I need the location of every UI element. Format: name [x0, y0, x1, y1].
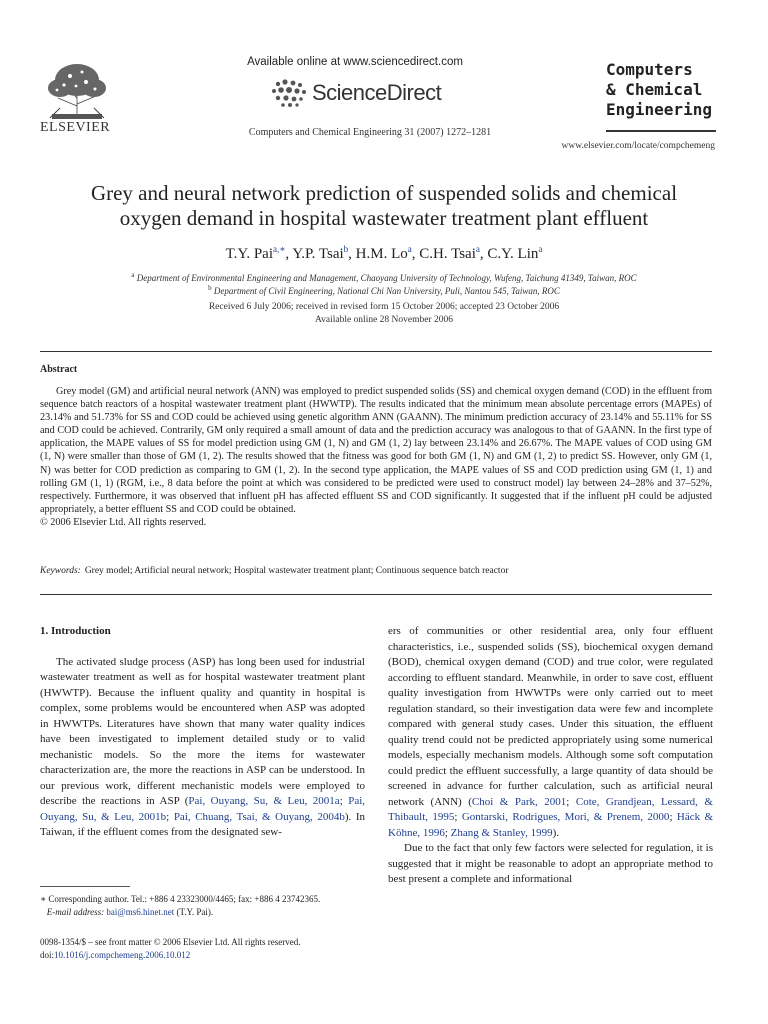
divider-bottom: [40, 594, 712, 595]
affiliation-mark: b: [208, 284, 212, 292]
email-suffix: (T.Y. Pai).: [174, 906, 214, 917]
section-heading: 1. Introduction: [40, 625, 111, 637]
journal-citation: Computers and Chemical Engineering 31 (2007) 1272–1281: [248, 127, 492, 138]
author-name: C.H. Tsai: [419, 246, 476, 262]
citation-link[interactable]: Pai, Chuang, Tsai, & Ouyang, 2004b: [173, 810, 345, 823]
article-title: [40, 181, 728, 231]
available-online-date: Available online 28 November 2006: [314, 315, 454, 325]
paragraph-text: ).: [552, 826, 560, 839]
journal-name-line: Computers: [606, 60, 693, 79]
email-label: E-mail address:: [46, 906, 105, 917]
keywords-line: [40, 566, 712, 576]
citation-link[interactable]: Choi & Park, 2001: [471, 795, 567, 808]
abstract-body: [40, 385, 712, 529]
left-column: [40, 624, 365, 841]
footnote-divider: [40, 886, 130, 887]
divider-top: [40, 351, 712, 352]
author-name: C.Y. Lin: [487, 246, 539, 262]
doi-line: [40, 949, 370, 962]
email-link[interactable]: bai@ms6.hinet.net: [106, 906, 175, 917]
doi-link[interactable]: 10.1016/j.compchemeng.2006.10.012: [54, 950, 191, 960]
footnote: [40, 893, 370, 918]
intro-paragraph-1: [40, 655, 365, 841]
available-online-text: Available online at www.sciencedirect.com: [247, 56, 463, 68]
journal-logo: [606, 60, 716, 132]
publisher-name: ELSEVIER: [40, 120, 111, 135]
citation-link[interactable]: Cote, Grandjean, Lessard, & Thibault, 1995: [388, 795, 713, 823]
elsevier-tree-logo-icon: [40, 58, 114, 128]
author-affiliation-mark[interactable]: a: [407, 244, 412, 254]
keywords-text: Grey model; Artificial neural network; Hospital wastewater treatment plant; Continuous sequence batch reactor: [84, 566, 509, 576]
affiliation-text: Department of Environmental Engineering and Management, Chaoyang University of Technology, Wufeng, Taichung 41349, Taiwan, ROC: [136, 273, 637, 283]
sciencedirect-wordmark[interactable]: ScienceDirect: [312, 80, 442, 105]
journal-name-line: Engineering: [606, 100, 712, 119]
citation-link[interactable]: Gontarski, Rodrigues, Mori, & Prenem, 2000: [461, 811, 670, 823]
author-name: T.Y. Pai: [225, 246, 273, 262]
author-affiliation-mark[interactable]: b: [343, 244, 349, 254]
citation-link[interactable]: Pai, Ouyang, Su, & Leu, 2001a: [188, 795, 340, 807]
affiliation-mark: a: [131, 271, 135, 279]
journal-url-link[interactable]: www.elsevier.com/locate/compchemeng: [561, 141, 715, 151]
bottom-matter: [40, 936, 370, 962]
citation-link[interactable]: Pai, Ouyang, Su, & Leu, 2001b: [40, 795, 366, 823]
paragraph-text: ers of communities or other residential area, only four effluent characteristics, i.e., suspended solids (SS), biochemical oxygen demand (BOD), chemical oxygen demand (COD) and true color, were regulated according to effluent standard. Meanwhile, in order to save cost, effluent quality investigation from HWWTPs were only carried out to meet regulation standard, so their investigation data were few and incomplete compared with general study cases. Under this situation, the effluent quality trend could not be predicted appropriately using some numerical models, especially mechanism models. Although some soft computation could predict the effluent successfully, a large quantity of data should be screened in advance for further calculation, such as artificial neural network (ANN) (: [388, 625, 713, 808]
paragraph-text: ). In Taiwan, if the effluent comes from the designated sew-: [40, 810, 365, 838]
doi-label: doi:: [40, 950, 55, 960]
affiliation-b: [40, 284, 728, 296]
abstract-text: Grey model (GM) and artificial neural network (ANN) was employed to predict suspended solids (SS) and chemical oxygen demand (COD) in the effluent from sequence batch reactors of a hospital wastewater treatment plant (HWWTP). The results indicated that the minimum mean absolute percentage errors (MAPEs) of 23.14% and 51.73% for SS and COD could be achieved using genetic algorithm ANN (GAANN). The minimum prediction accuracy of 23.14% and 55.11% for SS and COD could be achieved. Contrarily, GM only required a small amount of data and the prediction accuracy was analogous to that of GAANN. In the first type of application, the MAPE values of SS for model prediction using GM (1, N) and GM (1, 2) lay between 23.14% and 26.67%. The MAPE values of COD using GM (1, N) were smaller than those of GM (1, 2). The results showed that the fitness was good for both GM (1, N) and GM (1, 2) to predict SS. However, only GM (1, N) was better for COD prediction as comparing to GM (1, 2). In the second type application, the MAPE values of SS and COD prediction using GM (1, 1) and rolling GM (1, 1) (RGM, i.e., 8 data before the point at which was considered to be predicted were used to construct model) lay between 24–28% and 37–52%, respectively. Furthermore, it was observed that influent pH has affected effluent SS and COD significantly. It suggested that if the influent pH could be adjusted appropriately, a better effluent SS and COD could be obtained.: [40, 386, 712, 515]
citation-link[interactable]: Zhang & Stanley, 1999: [450, 826, 553, 839]
title-line: Grey and neural network prediction of suspended solids and chemical: [90, 181, 678, 205]
citation-separator: ;: [444, 826, 451, 839]
abstract-copyright: © 2006 Elsevier Ltd. All rights reserved.: [40, 516, 207, 528]
citation-separator: ;: [454, 811, 462, 823]
author-name: Y.P. Tsai: [292, 246, 344, 262]
issn-line: 0098-1354/$ – see front matter © 2006 Elsevier Ltd. All rights reserved.: [40, 937, 301, 947]
paragraph-text: The activated sludge process (ASP) has long been used for industrial wastewater treatment as well as for hospital wastewater treatment plant (HWWTP). Because the influent quality and quantity in hospital is complex, some problems would be encountered when ASP was adopted in HWWTPs. Literatures have shown that many water quality indices have been investigated to implement detailed study or to valid mechanistic models. So the more the items for wastewater characterization are, the more the reactions in ASP can be understood. In our previous work, different mechanistic models were employed to describe the reactions in ASP (: [40, 655, 365, 807]
right-column: [388, 624, 713, 888]
intro-paragraph-3: Due to the fact that only few factors were selected for regulation, it is suggested that it might be reasonable to adopt an appropriate method to best present a complete and informational: [388, 842, 713, 885]
citation-separator: ;: [166, 810, 174, 823]
author-affiliation-mark[interactable]: a: [475, 244, 480, 254]
citation-link[interactable]: Häck & Köhne, 1996: [388, 811, 714, 839]
author-list: T.Y. Pai$^{a,∗}$, Y.P. Tsai$^b$, H.M. Lo$^a$, C.H. Tsai$^a$, C.Y. Lin$^a$: [225, 244, 543, 262]
affiliation-a: [40, 271, 728, 283]
intro-paragraph-2: [388, 624, 713, 841]
received-dates: Received 6 July 2006; received in revised form 15 October 2006; accepted 23 October 2006: [208, 302, 560, 312]
author-affiliation-mark[interactable]: a: [538, 244, 543, 254]
title-line: oxygen demand in hospital wastewater treatment plant effluent: [119, 206, 649, 230]
citation-separator: ;: [566, 795, 576, 808]
email-line: [40, 906, 370, 919]
abstract-heading: Abstract: [40, 364, 78, 375]
citation-separator: ;: [339, 795, 349, 807]
affiliation-text: Department of Civil Engineering, National Chi Nan University, Puli, Nantou 545, Taiwan, ROC: [213, 286, 560, 296]
corresponding-author: ∗ Corresponding author. Tel.: +886 4 23323000/4465; fax: +886 4 23742365.: [40, 894, 321, 904]
keywords-label: Keywords:: [40, 566, 81, 576]
journal-name-line: & Chemical: [606, 80, 703, 99]
author-affiliation-mark[interactable]: a,∗: [273, 244, 286, 254]
citation-separator: ;: [669, 811, 677, 823]
author-name: H.M. Lo: [355, 246, 408, 262]
